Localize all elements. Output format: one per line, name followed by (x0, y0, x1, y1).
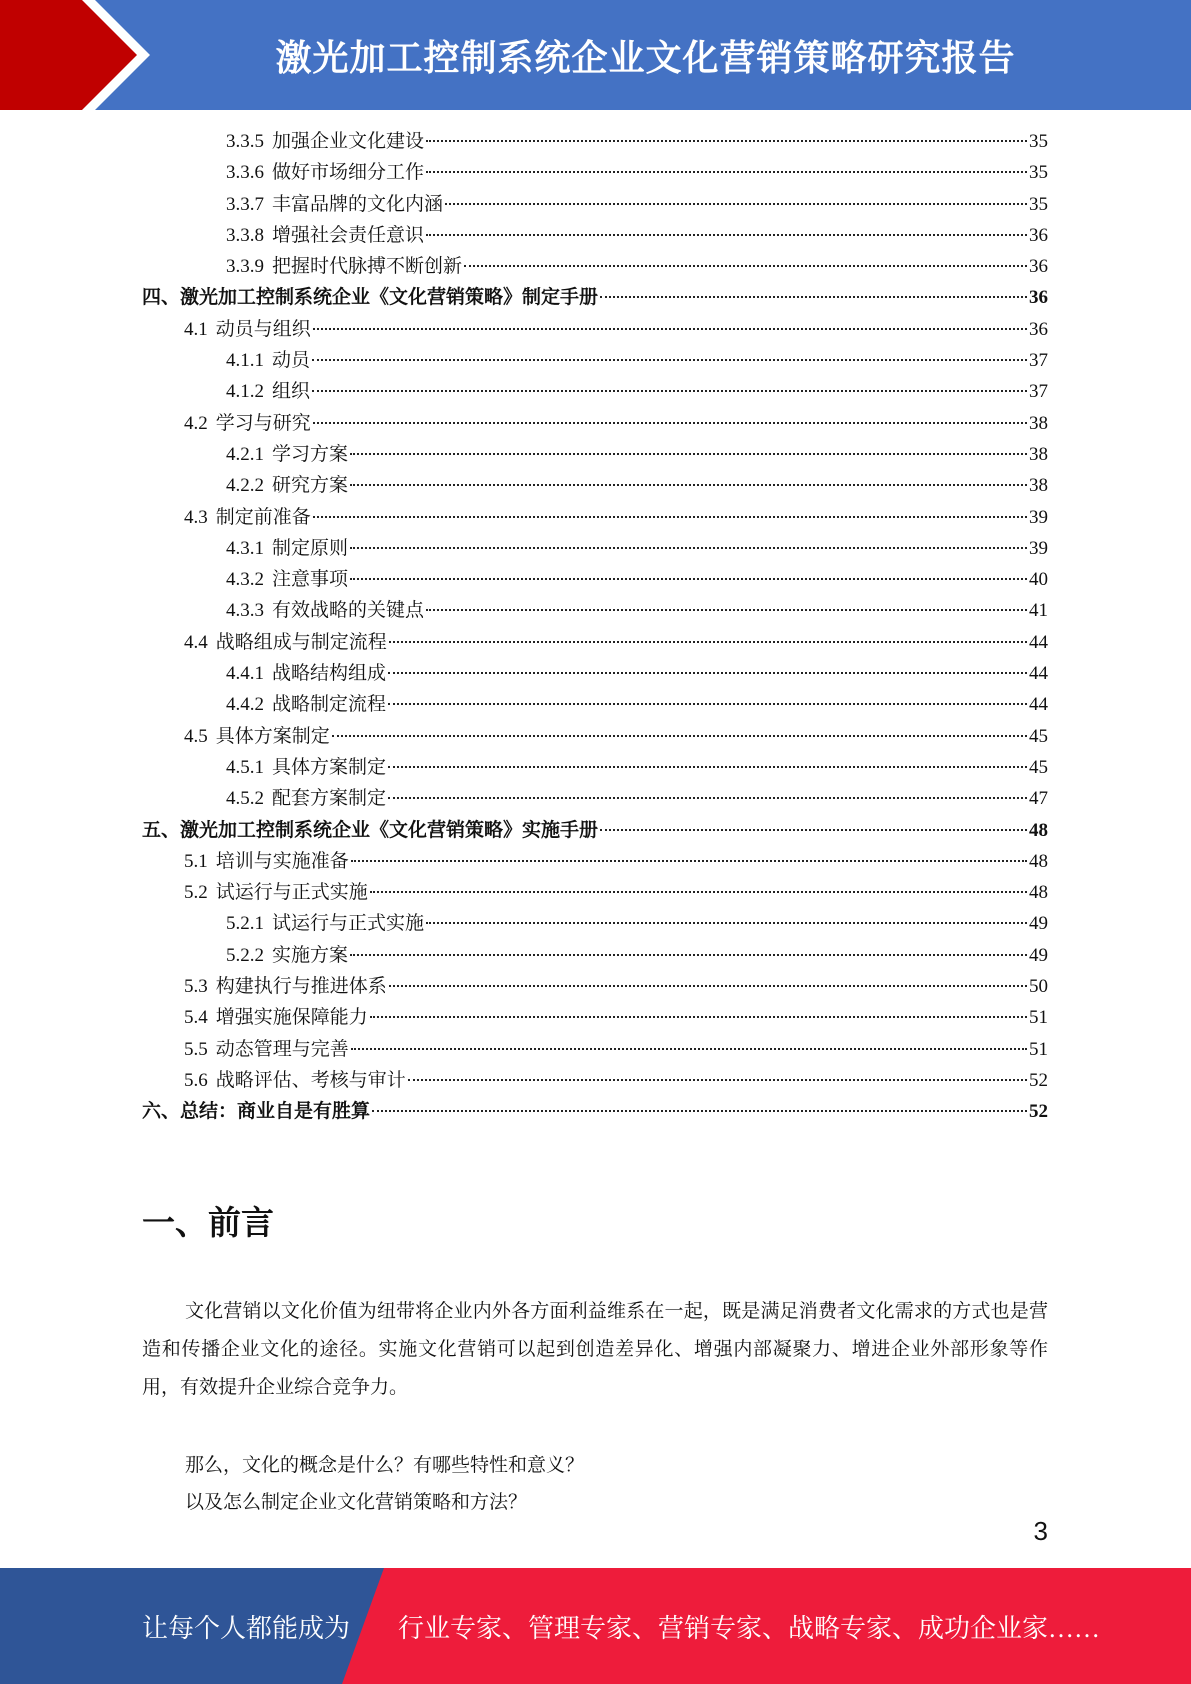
toc-entry-label: 五、激光加工控制系统企业《文化营销策略》实施手册 (142, 819, 599, 841)
toc-dot-leader (351, 860, 1027, 862)
toc-dot-leader (464, 265, 1027, 267)
toc-entry[interactable] (142, 470, 1048, 501)
toc-entry-number: 4.5.2 (226, 788, 264, 810)
toc-entry-label: 做好市场细分工作 (272, 162, 425, 184)
toc-dot-leader (312, 359, 1027, 361)
footer-slogan-right: 行业专家、管理专家、营销专家、战略专家、成功企业家…… (398, 1613, 1101, 1643)
toc-entry-number: 4.3.3 (226, 600, 264, 622)
toc-dot-leader (332, 735, 1027, 737)
toc-entry[interactable] (142, 627, 1048, 658)
toc-entry-page: 36 (1029, 224, 1048, 246)
toc-entry-page: 49 (1029, 944, 1048, 966)
toc-entry-label: 战略评估、考核与审计 (215, 1069, 406, 1091)
toc-dot-leader (389, 985, 1027, 987)
toc-dot-leader (426, 234, 1027, 236)
toc-entry[interactable] (142, 502, 1048, 533)
toc-entry-number: 4.4.2 (226, 694, 264, 716)
toc-entry-page: 37 (1029, 381, 1048, 403)
toc-entry-number: 4.1.2 (226, 381, 264, 403)
toc-dot-leader (426, 609, 1027, 611)
toc-dot-leader (350, 954, 1027, 956)
toc-dot-leader (389, 641, 1027, 643)
toc-entry-number: 4.2.2 (226, 475, 264, 497)
toc-entry-page: 51 (1029, 1038, 1048, 1060)
toc-entry-number: 4.4.1 (226, 663, 264, 685)
toc-entry-page: 38 (1029, 412, 1048, 434)
toc-entry-page: 47 (1029, 788, 1048, 810)
toc-entry-number: 3.3.6 (226, 162, 264, 184)
toc-entry[interactable] (142, 815, 1048, 846)
toc-entry-number: 4.5 (184, 725, 208, 747)
toc-entry[interactable] (142, 408, 1048, 439)
toc-entry-page: 48 (1029, 882, 1048, 904)
toc-entry-page: 49 (1029, 913, 1048, 935)
toc-entry-label: 有效战略的关键点 (272, 600, 425, 622)
toc-entry-number: 5.1 (184, 850, 208, 872)
toc-entry[interactable] (142, 971, 1048, 1002)
toc-entry-number: 4.3.1 (226, 537, 264, 559)
toc-dot-leader (445, 203, 1027, 205)
toc-entry-page: 44 (1029, 663, 1048, 685)
toc-dot-leader (408, 1079, 1027, 1081)
toc-dot-leader (426, 171, 1027, 173)
toc-dot-leader (426, 922, 1027, 924)
toc-entry-page: 36 (1029, 256, 1048, 278)
toc-entry-label: 丰富品牌的文化内涵 (272, 193, 444, 215)
toc-entry-number: 5.2.2 (226, 944, 264, 966)
toc-dot-leader (600, 829, 1027, 831)
toc-entry-number: 5.6 (184, 1069, 208, 1091)
toc-entry-label: 实施方案 (272, 944, 349, 966)
toc-dot-leader (370, 891, 1027, 893)
toc-dot-leader (388, 672, 1027, 674)
toc-dot-leader (313, 422, 1027, 424)
toc-entry-number: 4.1.1 (226, 350, 264, 372)
toc-entry-label: 试运行与正式实施 (215, 882, 368, 904)
toc-entry-page: 44 (1029, 694, 1048, 716)
toc-entry-label: 研究方案 (272, 475, 349, 497)
toc-entry[interactable] (142, 1034, 1048, 1065)
toc-dot-leader (388, 766, 1027, 768)
toc-entry-page: 35 (1029, 193, 1048, 215)
toc-entry-number: 4.2 (184, 412, 208, 434)
toc-entry-page: 38 (1029, 443, 1048, 465)
toc-entry-label: 制定原则 (272, 537, 349, 559)
intro-paragraph: 文化营销以文化价值为纽带将企业内外各方面利益维系在一起，既是满足消费者文化需求的方式也是营造和传播企业文化的途径。实施文化营销可以起到创造差异化、增强内部凝聚力、增进企业外部形象等作用，有效提升企业综合竞争力。 (142, 1301, 1048, 1398)
toc-entry-number: 4.3 (184, 506, 208, 528)
question-line-2: 以及怎么制定企业文化营销策略和方法？ (185, 1492, 528, 1513)
toc-entry[interactable] (142, 752, 1048, 783)
toc-entry-page: 45 (1029, 756, 1048, 778)
toc-entry-label: 增强社会责任意识 (272, 224, 425, 246)
toc-dot-leader (312, 390, 1027, 392)
toc-dot-leader (388, 703, 1027, 705)
toc-entry[interactable] (142, 1002, 1048, 1033)
toc-entry-label: 培训与实施准备 (215, 850, 349, 872)
toc-entry-label: 组织 (272, 381, 311, 403)
toc-entry[interactable] (142, 220, 1048, 251)
toc-entry-label: 动员 (272, 350, 311, 372)
toc-entry-number: 4.2.1 (226, 443, 264, 465)
toc-entry[interactable] (142, 689, 1048, 720)
toc-dot-leader (350, 547, 1027, 549)
toc-entry[interactable] (142, 564, 1048, 595)
toc-dot-leader (600, 296, 1027, 298)
toc-entry-number: 3.3.5 (226, 131, 264, 152)
toc-entry-label: 六、总结：商业自是有胜算 (142, 1101, 371, 1123)
toc-dot-leader (372, 1110, 1027, 1112)
toc-entry[interactable] (142, 376, 1048, 407)
toc-entry[interactable] (142, 877, 1048, 908)
toc-dot-leader (350, 484, 1027, 486)
question-line-1: 那么，文化的概念是什么？有哪些特性和意义？ (185, 1455, 585, 1476)
toc-entry-label: 战略组成与制定流程 (215, 631, 387, 653)
footer-band (0, 1568, 1191, 1684)
toc-entry-number: 4.1 (184, 318, 208, 340)
toc-entry[interactable] (142, 940, 1048, 971)
toc-entry-label: 学习方案 (272, 443, 349, 465)
toc-entry-page: 50 (1029, 976, 1048, 998)
toc-entry-page: 35 (1029, 131, 1048, 152)
toc-entry[interactable] (142, 345, 1048, 376)
toc-entry-number: 5.2 (184, 882, 208, 904)
header-banner (0, 0, 1191, 110)
toc-entry-label: 四、激光加工控制系统企业《文化营销策略》制定手册 (142, 287, 599, 309)
toc-entry-label: 动员与组织 (215, 318, 311, 340)
toc-entry-label: 增强实施保障能力 (215, 1007, 368, 1029)
toc-entry-label: 把握时代脉搏不断创新 (272, 256, 463, 278)
toc-entry-number: 5.2.1 (226, 913, 264, 935)
toc-entry-page: 52 (1029, 1069, 1048, 1091)
page-number: 3 (1033, 1516, 1048, 1546)
red-chevron-icon (0, 0, 160, 110)
toc-entry-label: 战略结构组成 (272, 663, 387, 685)
toc-dot-leader (350, 578, 1027, 580)
toc-entry-page: 35 (1029, 162, 1048, 184)
toc-entry[interactable] (142, 157, 1048, 188)
toc-dot-leader (388, 797, 1027, 799)
toc-entry-label: 制定前准备 (215, 506, 311, 528)
footer-slogan-left: 让每个人都能成为 (142, 1613, 351, 1643)
toc-entry-page: 41 (1029, 600, 1048, 622)
toc-entry[interactable] (142, 282, 1048, 313)
toc-entry-page: 36 (1029, 287, 1048, 309)
toc-entry-page: 39 (1029, 506, 1048, 528)
toc-entry-label: 战略制定流程 (272, 694, 387, 716)
toc-entry[interactable] (142, 314, 1048, 345)
toc-entry[interactable] (142, 1065, 1048, 1096)
toc-entry[interactable] (142, 908, 1048, 939)
toc-entry-page: 48 (1029, 819, 1048, 841)
toc-entry-label: 配套方案制定 (272, 788, 387, 810)
toc-entry-page: 48 (1029, 850, 1048, 872)
toc-entry-page: 45 (1029, 725, 1048, 747)
toc-entry-number: 3.3.8 (226, 224, 264, 246)
toc-entry-page: 51 (1029, 1007, 1048, 1029)
toc-entry[interactable] (142, 126, 1048, 157)
toc-entry-label: 具体方案制定 (272, 756, 387, 778)
toc-entry[interactable] (142, 595, 1048, 626)
toc-dot-leader (313, 516, 1027, 518)
toc-entry[interactable] (142, 783, 1048, 814)
toc-entry[interactable] (142, 721, 1048, 752)
toc-entry-number: 5.5 (184, 1038, 208, 1060)
toc-entry-page: 40 (1029, 569, 1048, 591)
toc-entry-number: 4.5.1 (226, 756, 264, 778)
toc-entry-label: 注意事项 (272, 569, 349, 591)
toc-entry-page: 36 (1029, 318, 1048, 340)
toc-entry[interactable] (142, 251, 1048, 282)
toc-entry-label: 加强企业文化建设 (272, 131, 425, 152)
toc-entry-number: 4.3.2 (226, 569, 264, 591)
toc-entry-page: 38 (1029, 475, 1048, 497)
toc-entry-label: 构建执行与推进体系 (215, 976, 387, 998)
toc-entry-label: 具体方案制定 (215, 725, 330, 747)
toc-dot-leader (350, 453, 1027, 455)
toc-entry-page: 52 (1029, 1101, 1048, 1123)
toc-entry-number: 5.4 (184, 1007, 208, 1029)
toc-entry-number: 3.3.9 (226, 256, 264, 278)
toc-entry[interactable] (142, 658, 1048, 689)
toc-entry[interactable] (142, 1096, 1048, 1127)
toc-entry-label: 学习与研究 (215, 412, 311, 434)
toc-entry-label: 动态管理与完善 (215, 1038, 349, 1060)
toc-entry[interactable] (142, 189, 1048, 220)
toc-dot-leader (370, 1016, 1027, 1018)
report-title: 激光加工控制系统企业文化营销策略研究报告 (275, 37, 1016, 79)
toc-dot-leader (351, 1048, 1027, 1050)
toc-entry[interactable] (142, 533, 1048, 564)
toc-dot-leader (313, 328, 1027, 330)
toc-entry-number: 4.4 (184, 631, 208, 653)
toc-entry-page: 44 (1029, 631, 1048, 653)
toc-entry-number: 3.3.7 (226, 193, 264, 215)
toc-entry[interactable] (142, 439, 1048, 470)
toc-entry-page: 39 (1029, 537, 1048, 559)
toc-entry-number: 5.3 (184, 976, 208, 998)
toc-entry-label: 试运行与正式实施 (272, 913, 425, 935)
table-of-contents (142, 126, 1048, 1128)
toc-dot-leader (426, 140, 1027, 142)
toc-entry[interactable] (142, 846, 1048, 877)
toc-entry-page: 37 (1029, 350, 1048, 372)
section-heading: 一、前言 (142, 1203, 274, 1242)
